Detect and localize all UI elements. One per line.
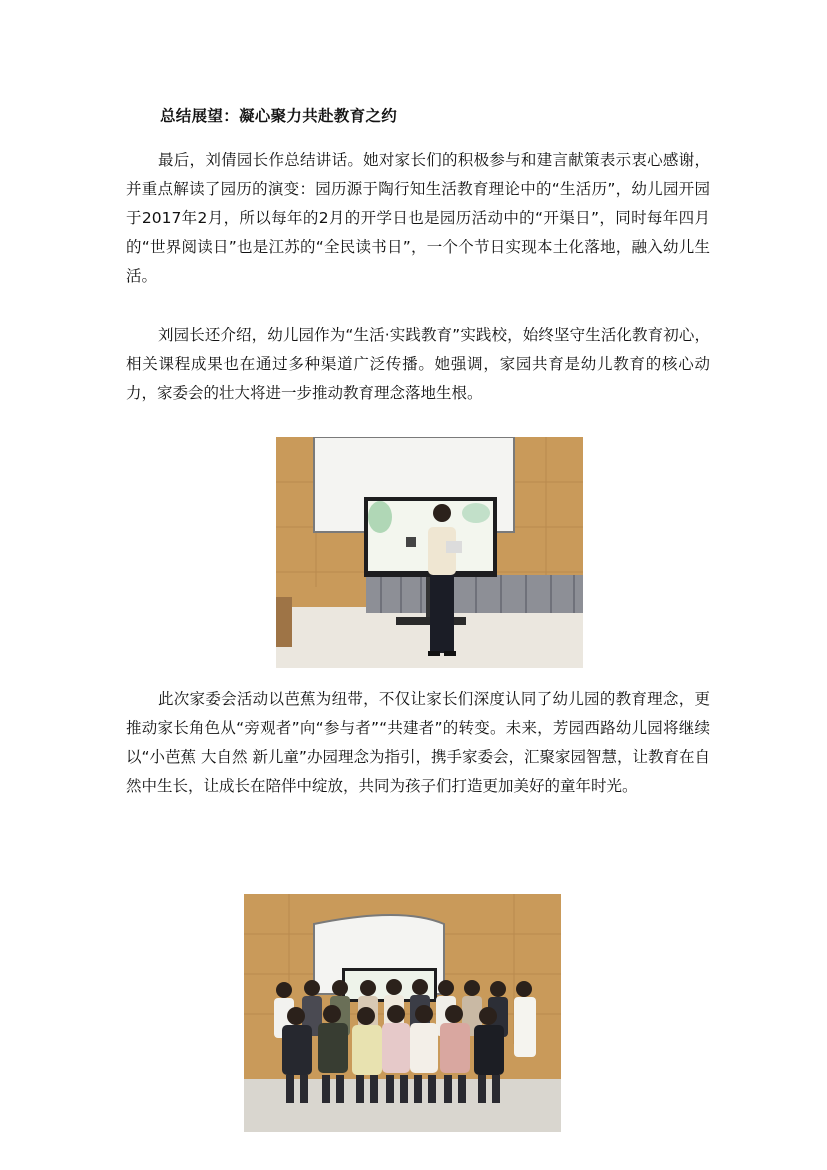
paragraph-summary: 最后，刘倩园长作总结讲话。她对家长们的积极参与和建言献策表示衷心感谢，并重点解读了园历的演变：园历源于陶行知生活教育理论中的“生活历”，幼儿园开园于2017年2月，所以每年的2月的开学日也是园历活动中的“开渠日”，同时每年四月的“世界阅读日”也是江苏的“全民读书日”，一个个节日实现本土化落地，融入幼儿生活。 bbox=[126, 151, 710, 285]
section-heading: 总结展望：凝心聚力共赴教育之约 bbox=[160, 107, 398, 125]
group-photo bbox=[244, 894, 561, 1132]
paragraph-introduction: 刘园长还介绍，幼儿园作为“生活·实践教育”实践校，始终坚守生活化教育初心，相关课程成果也在通过多种渠道广泛传播。她强调，家园共育是幼儿教育的核心动力，家委会的壮大将进一步推动教育理念落地生根。 bbox=[126, 326, 710, 402]
speaker-photo bbox=[276, 437, 583, 668]
paragraph-conclusion: 此次家委会活动以芭蕉为纽带，不仅让家长们深度认同了幼儿园的教育理念，更推动家长角色从“旁观者”向“参与者”“共建者”的转变。未来，芳园西路幼儿园将继续以“小芭蕉 大自然 新儿童”办园理念为指引，携手家委会，汇聚家园智慧，让教育在自然中生长，让成长在陪伴中绽放，共同为孩子们打造更加美好的童年时光。 bbox=[126, 690, 710, 795]
